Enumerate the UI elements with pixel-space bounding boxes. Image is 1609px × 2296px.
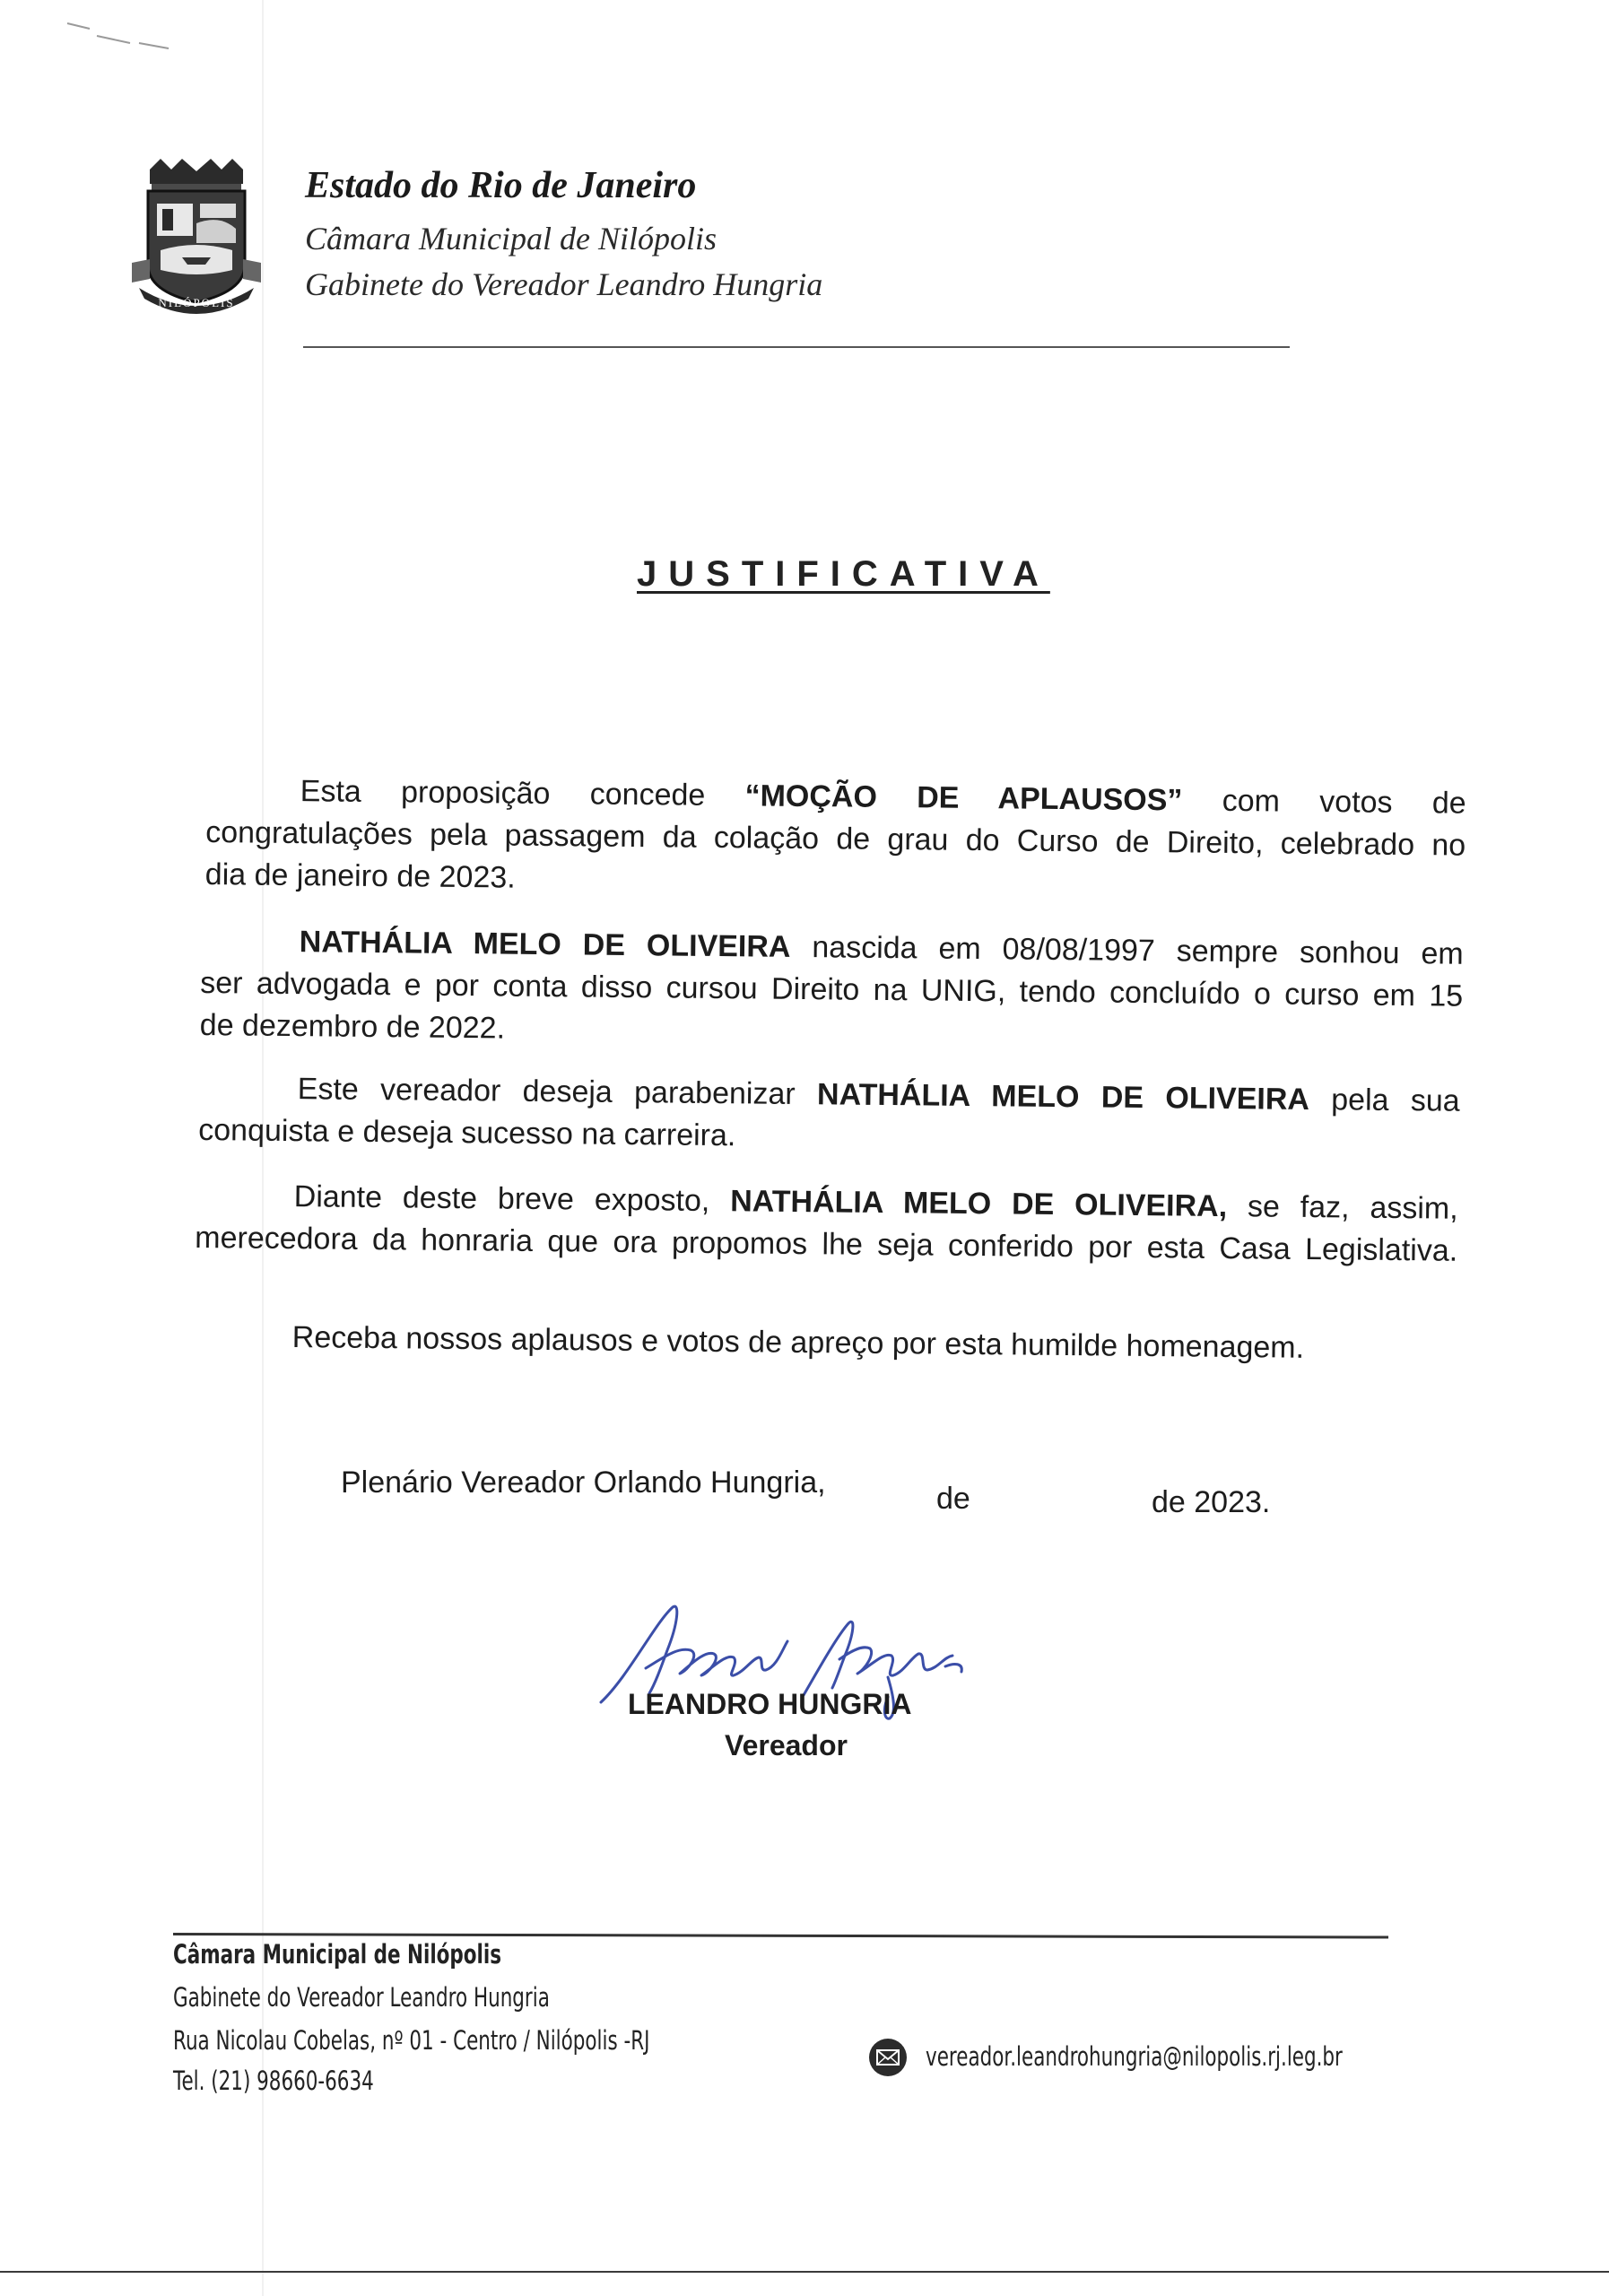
paragraph-3 (198, 1067, 1460, 1165)
scan-bottom-edge (0, 2271, 1609, 2273)
paragraph-1-line-2: congratulações pela passagem da colação de grau do Curso de Direito, celebrado no (205, 814, 1466, 863)
honoree-name: NATHÁLIA MELO DE OLIVEIRA, (729, 1184, 1228, 1224)
signatory-role: Vereador (725, 1729, 848, 1761)
paragraph-1-line-1: Esta proposição concede “MOÇÃO DE APLAUSOS” com votos de (300, 774, 1466, 821)
letterhead-state: Estado do Rio de Janeiro (305, 165, 697, 206)
honoree-name: NATHÁLIA MELO DE OLIVEIRA (299, 925, 791, 964)
paragraph-4-line-2: merecedora da honraria que ora propomos lhe seja conferido por esta Casa Legislativa. (195, 1220, 1458, 1268)
footer-divider (173, 1933, 1388, 1939)
date-line-de: de (936, 1482, 970, 1516)
paragraph-2-line-2: ser advogada e por conta disso cursou Direito na UNIG, tendo concluído o curso em 15 (200, 965, 1464, 1013)
letterhead-office: Gabinete do Vereador Leandro Hungria (305, 266, 823, 302)
footer-chamber: Câmara Municipal de Nilópolis (173, 1939, 502, 1970)
paragraph-2-line-3: de dezembro de 2022. (199, 1007, 506, 1046)
paragraph-3-line-2: conquista e deseja sucesso na carreira. (198, 1112, 736, 1153)
letterhead-divider (303, 346, 1290, 348)
document-title: JUSTIFICATIVA (637, 554, 1050, 594)
footer-email[interactable]: vereador.leandrohungria@nilopolis.rj.leg.br (926, 2041, 1343, 2072)
paragraph-3-line-1: Este vereador deseja parabenizar NATHÁLIA MELO DE OLIVEIRA pela sua (297, 1072, 1460, 1118)
nilopolis-coat-of-arms-icon (130, 157, 263, 317)
motion-title: “MOÇÃO DE APLAUSOS” (744, 778, 1183, 818)
footer-office: Gabinete do Vereador Leandro Hungria (173, 1982, 550, 2013)
envelope-icon (868, 2038, 908, 2077)
paragraph-4 (195, 1175, 1458, 1273)
svg-text:NILÓPOLIS: NILÓPOLIS (158, 296, 235, 309)
honoree-name: NATHÁLIA MELO DE OLIVEIRA (816, 1077, 1310, 1117)
date-line-place: Plenário Vereador Orlando Hungria, (341, 1465, 826, 1500)
paragraph-1-line-3: dia de janeiro de 2023. (204, 857, 516, 895)
date-line-year: de 2023. (1152, 1485, 1271, 1519)
letterhead-chamber: Câmara Municipal de Nilópolis (305, 221, 717, 257)
scan-artifact-mark (63, 16, 170, 52)
paragraph-2 (200, 920, 1464, 1060)
footer-address: Rua Nicolau Cobelas, nº 01 - Centro / Nilópolis -RJ (173, 2025, 650, 2056)
paragraph-2-line-1: NATHÁLIA MELO DE OLIVEIRA nascida em 08/08/1997 sempre sonhou em (299, 925, 1464, 971)
paragraph-1 (205, 770, 1466, 909)
paragraph-4-line-1: Diante deste breve exposto, NATHÁLIA MELO DE OLIVEIRA, se faz, assim, (293, 1179, 1458, 1226)
footer-phone: Tel. (21) 98660-6634 (173, 2066, 374, 2096)
signatory-name: LEANDRO HUNGRIA (628, 1688, 912, 1720)
paragraph-5: Receba nossos aplausos e votos de apreço por esta humilde homenagem. (291, 1319, 1305, 1365)
